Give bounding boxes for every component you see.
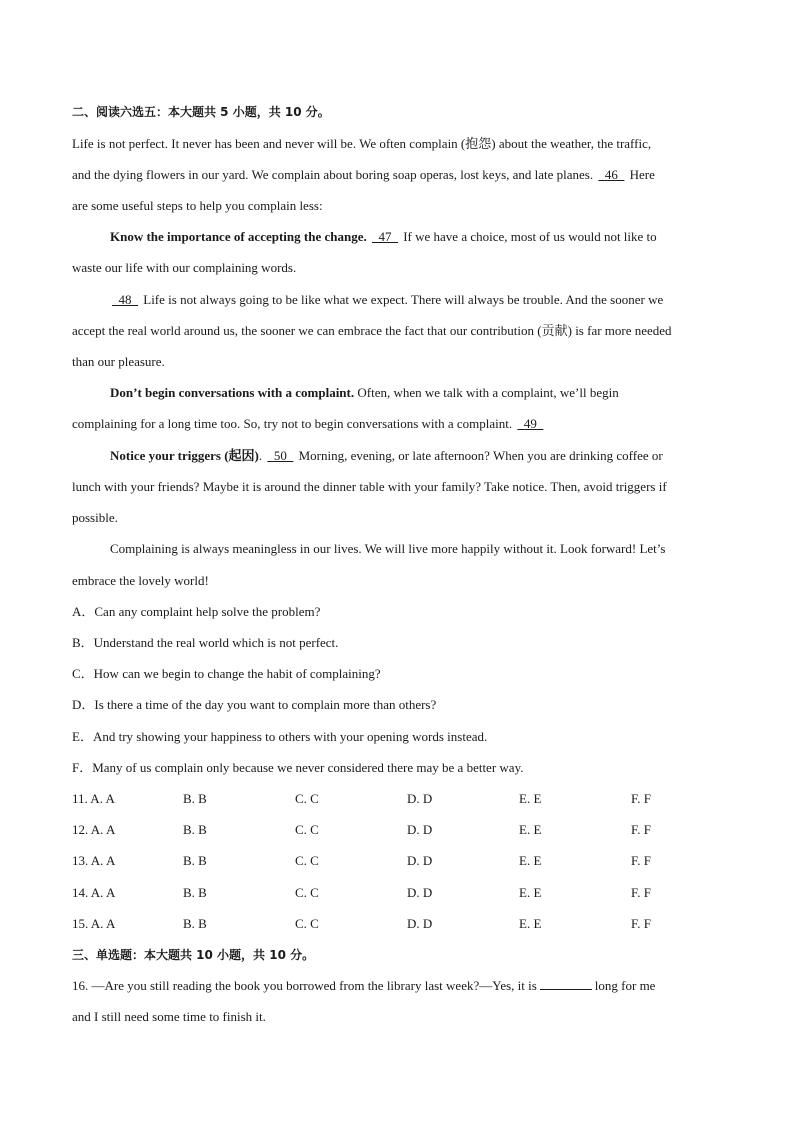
answer-choice[interactable]: F. F [631, 791, 651, 806]
option-c: C．How can we begin to change the habit of complaining? [72, 666, 381, 681]
answer-choice[interactable]: C. C [295, 885, 319, 900]
passage-line: lunch with your friends? Maybe it is around the dinner table with your family? Take notice. Then, avoid triggers if [72, 479, 667, 494]
passage-text: Life is not always going to be like what we expect. There will always be trouble. And the sooner we [143, 292, 664, 307]
passage-line [110, 385, 722, 401]
passage-text: complaining for a long time too. So, try not to begin conversations with a complaint. [72, 416, 513, 431]
question-text: long for me [594, 978, 656, 993]
blank-49: 49 [523, 416, 537, 431]
passage-line: Life is not perfect. It never has been and never will be. We often complain (抱怨) about the weather, the traffic, [72, 136, 652, 151]
answer-choice[interactable]: C. C [295, 853, 319, 868]
answer-row-12 [72, 822, 712, 838]
answer-choice[interactable]: 12. A. A [72, 822, 116, 837]
passage-line [110, 229, 722, 245]
section-heading-single-choice: 三、单选题：本大题共 10 小题，共 10 分。 [72, 948, 315, 962]
option-d: D．Is there a time of the day you want to complain more than others? [72, 697, 437, 712]
answer-row-13 [72, 853, 712, 869]
answer-choice[interactable]: B. B [183, 885, 207, 900]
tip-heading: Know the importance of accepting the change. [110, 229, 367, 244]
answer-choice[interactable]: D. D [407, 885, 433, 900]
passage-text: and the dying flowers in our yard. We complain about boring soap operas, lost keys, and late planes. [72, 167, 594, 182]
answer-choice[interactable]: C. C [295, 916, 319, 931]
answer-choice[interactable]: B. B [183, 916, 207, 931]
passage-line: accept the real world around us, the sooner we can embrace the fact that our contribution (贡献) is far more needed [72, 323, 672, 338]
tip-heading: Don’t begin conversations with a complaint. [110, 385, 355, 400]
passage-line: Complaining is always meaningless in our lives. We will live more happily without it. Look forward! Let’s [110, 541, 666, 556]
passage-line: embrace the lovely world! [72, 573, 209, 588]
passage-text: Here [629, 167, 655, 182]
passage-line [110, 292, 722, 308]
answer-choice[interactable]: 15. A. A [72, 916, 116, 931]
answer-choice[interactable]: B. B [183, 791, 207, 806]
answer-choice[interactable]: B. B [183, 853, 207, 868]
answer-choice[interactable]: 13. A. A [72, 853, 116, 868]
question-text: 16. —Are you still reading the book you borrowed from the library last week?—Yes, it is [72, 978, 537, 993]
answer-row-14 [72, 885, 712, 901]
passage-line: possible. [72, 510, 118, 525]
passage-text: Morning, evening, or late afternoon? When you are drinking coffee or [298, 448, 663, 463]
passage-text: If we have a choice, most of us would not like to [403, 229, 657, 244]
answer-choice[interactable]: D. D [407, 822, 433, 837]
option-b: B．Understand the real world which is not perfect. [72, 635, 339, 650]
answer-choice[interactable]: F. F [631, 822, 651, 837]
answer-choice[interactable]: E. E [519, 822, 542, 837]
passage-line [72, 167, 722, 183]
passage-line: waste our life with our complaining words. [72, 260, 297, 275]
blank-50: 50 [273, 448, 287, 463]
answer-choice[interactable]: D. D [407, 791, 433, 806]
answer-choice[interactable]: E. E [519, 885, 542, 900]
blank-48: 48 [118, 292, 132, 307]
answer-choice[interactable]: E. E [519, 791, 542, 806]
blank-47: 47 [378, 229, 392, 244]
tip-heading: Notice your triggers (起因) [110, 448, 259, 463]
section-heading-reading: 二、阅读六选五：本大题共 5 小题，共 10 分。 [72, 105, 330, 119]
answer-choice[interactable]: D. D [407, 853, 433, 868]
answer-choice[interactable]: D. D [407, 916, 433, 931]
passage-text: Often, when we talk with a complaint, we’ll begin [357, 385, 619, 400]
answer-choice[interactable]: 11. A. A [72, 791, 115, 806]
answer-choice[interactable]: E. E [519, 916, 542, 931]
option-f: F．Many of us complain only because we never considered there may be a better way. [72, 760, 524, 775]
question-16-line: and I still need some time to finish it. [72, 1009, 266, 1024]
question-16-line [72, 978, 722, 994]
answer-row-11 [72, 791, 712, 807]
answer-choice[interactable]: C. C [295, 822, 319, 837]
blank-46: 46 [604, 167, 618, 182]
answer-row-15 [72, 916, 712, 932]
answer-choice[interactable]: F. F [631, 853, 651, 868]
passage-line: Notice your triggers (起因). 50 Morning, evening, or late afternoon? When you are drinking coffee or [110, 448, 663, 463]
answer-choice[interactable]: E. E [519, 853, 542, 868]
passage-line: are some useful steps to help you complain less: [72, 198, 323, 213]
option-e: E．And try showing your happiness to others with your opening words instead. [72, 729, 488, 744]
answer-choice[interactable]: F. F [631, 916, 651, 931]
passage-line [72, 416, 722, 432]
passage-line: than our pleasure. [72, 354, 165, 369]
answer-choice[interactable]: F. F [631, 885, 651, 900]
answer-choice[interactable]: 14. A. A [72, 885, 116, 900]
answer-blank[interactable] [540, 978, 592, 990]
answer-choice[interactable]: B. B [183, 822, 207, 837]
option-a: A．Can any complaint help solve the problem? [72, 604, 321, 619]
answer-choice[interactable]: C. C [295, 791, 319, 806]
